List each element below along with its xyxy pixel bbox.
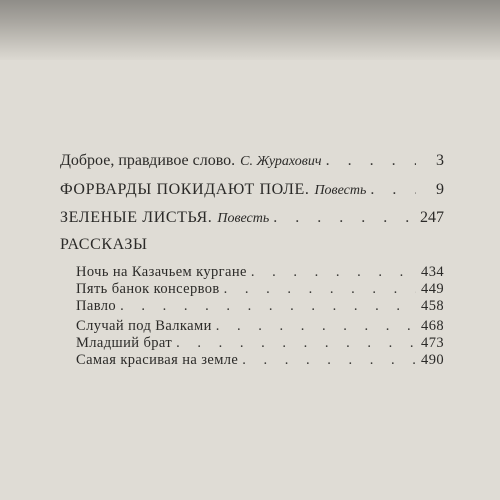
toc-entry-work — [60, 181, 444, 199]
toc-entry-story — [76, 335, 444, 352]
toc-entry-title: Ночь на Казачьем кургане — [76, 264, 247, 280]
leader-dots — [251, 264, 416, 281]
toc-entry-front — [60, 152, 444, 170]
leader-dots — [242, 352, 416, 369]
toc-entry-title: Младший брат — [76, 335, 173, 351]
leader-dots — [326, 152, 416, 170]
toc-entry-page: 9 — [436, 181, 444, 198]
leader-dots — [370, 181, 416, 199]
toc-entry-author: С. Журахович — [240, 154, 322, 169]
toc-entry-title: Пять банок консервов — [76, 281, 220, 297]
toc-entry-title: ФОРВАРДЫ ПОКИДАЮТ ПОЛЕ. — [60, 181, 310, 198]
toc-entry-genre: Повесть — [217, 211, 270, 226]
page-top-shadow — [0, 0, 500, 62]
leader-dots — [120, 298, 416, 315]
toc-entry-page: 468 — [421, 318, 444, 334]
toc-entry-page: 3 — [436, 152, 444, 169]
toc-entry-story — [76, 352, 444, 369]
leader-dots — [216, 318, 416, 335]
toc-entry-story — [76, 281, 444, 298]
toc-entry-title: Случай под Валками — [76, 318, 212, 334]
toc-entry-title: Доброе, правдивое слово. — [60, 152, 236, 169]
toc-entry-title: ЗЕЛЕНЫЕ ЛИСТЬЯ. — [60, 209, 213, 226]
toc-entry-page: 473 — [421, 335, 444, 351]
toc-entry-page: 458 — [421, 298, 444, 314]
toc-entry-page: 490 — [421, 352, 444, 368]
section-heading: РАССКАЗЫ — [60, 236, 148, 253]
leader-dots — [176, 335, 416, 352]
toc-entry-story — [76, 318, 444, 335]
leader-dots — [224, 281, 416, 298]
toc-entry-page: 247 — [420, 209, 444, 226]
toc-entry-genre: Повесть — [314, 183, 367, 198]
toc-entry-title: Павло — [76, 298, 117, 314]
toc-entry-title: Самая красивая на земле — [76, 352, 239, 368]
toc-entry-page: 449 — [421, 281, 444, 297]
toc-entry-work — [60, 209, 444, 227]
leader-dots — [273, 209, 416, 227]
toc-entry-page: 434 — [421, 264, 444, 280]
toc-entry-story — [76, 264, 444, 281]
toc-entry-story — [76, 298, 444, 315]
